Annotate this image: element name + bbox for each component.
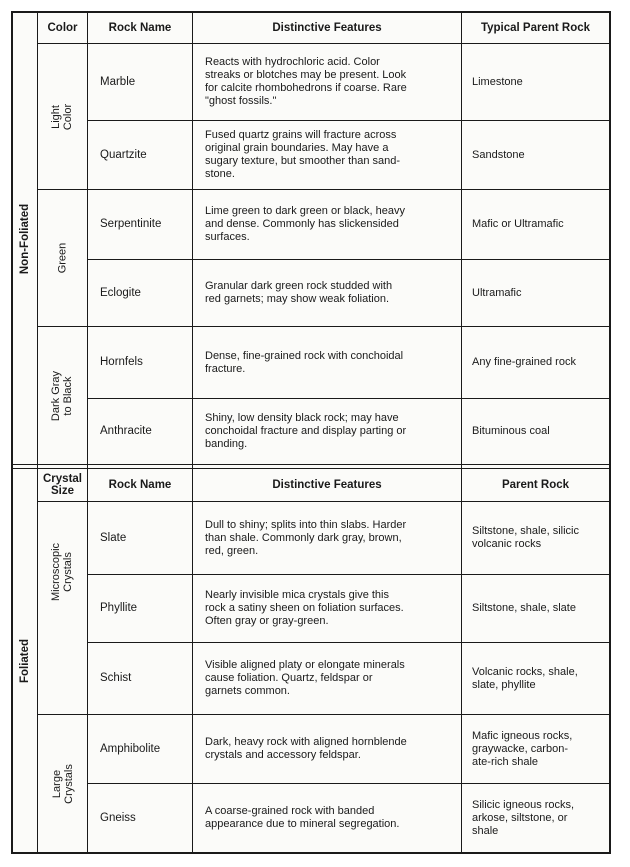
parent-hornfels: Any fine-grained rock — [472, 356, 576, 368]
features-schist: Visible aligned platy or elongate minerals cause foliation. Quartz, feldspar or garnets common. — [205, 659, 405, 697]
header-rock-name: Rock Name — [108, 21, 172, 34]
parent-serpentinite: Mafic or Ultramafic — [472, 218, 564, 230]
rock-name-marble: Marble — [100, 75, 136, 88]
group-label-dark-gray: Dark Gray to Black — [50, 370, 75, 421]
section-label-foliated: Foliated — [19, 638, 31, 683]
section-label-non-foliated: Non-Foliated — [19, 203, 31, 274]
parent-schist: Volcanic rocks, shale, slate, phyllite — [472, 665, 578, 691]
features-hornfels: Dense, fine-grained rock with conchoidal fracture. — [205, 349, 404, 375]
features-serpentinite: Lime green to dark green or black, heavy and dense. Commonly has slickensided surfaces. — [205, 205, 405, 243]
parent-gneiss: Silicic igneous rocks, arkose, siltstone, or shale — [472, 798, 575, 837]
section-separator — [13, 464, 609, 465]
parent-marble: Limestone — [472, 75, 523, 88]
header-color: Color — [47, 21, 78, 34]
features-gneiss: A coarse-grained rock with banded appearance due to mineral segregation. — [205, 805, 400, 830]
features-marble: Reacts with hydrochloric acid. Color streaks or blotches may be present. Look for calcite rhombohedrons if coarse. Rare "ghost fossils." — [205, 56, 407, 107]
parent-quartzite: Sandstone — [472, 148, 525, 161]
features-phyllite: Nearly invisible mica crystals give this rock a satiny sheen on foliation surfaces. Often gray or gray-green. — [205, 589, 404, 627]
rock-name-gneiss: Gneiss — [100, 811, 136, 824]
features-amphibolite: Dark, heavy rock with aligned hornblende crystals and accessory feldspar. — [205, 736, 407, 761]
features-anthracite: Shiny, low density black rock; may have conchoidal fracture and display parting or banding. — [205, 412, 407, 450]
features-quartzite: Fused quartz grains will fracture across original grain boundaries. May have a sugary texture, but smoother than sand- stone. — [205, 129, 401, 180]
rock-name-phyllite: Phyllite — [100, 602, 138, 614]
header-crystal-size: Crystal Size — [43, 473, 82, 497]
rock-name-slate: Slate — [100, 531, 127, 544]
rock-name-serpentinite: Serpentinite — [100, 218, 162, 230]
rock-name-eclogite: Eclogite — [100, 286, 141, 299]
group-label-light-color: Light Color — [50, 103, 75, 130]
parent-anthracite: Bituminous coal — [472, 425, 550, 437]
header-distinctive-features-foliated: Distinctive Features — [272, 478, 382, 491]
rock-name-amphibolite: Amphibolite — [100, 742, 161, 755]
group-label-microscopic-crystals: Microscopic Crystals — [50, 542, 75, 602]
parent-amphibolite: Mafic igneous rocks, graywacke, carbon- ate-rich shale — [472, 729, 573, 768]
features-eclogite: Granular dark green rock studded with red garnets; may show weak foliation. — [205, 280, 393, 305]
group-label-large-crystals: Large Crystals — [50, 763, 75, 804]
parent-eclogite: Ultramafic — [472, 286, 522, 299]
rock-name-quartzite: Quartzite — [100, 148, 147, 161]
parent-slate: Siltstone, shale, silicic volcanic rocks — [472, 525, 579, 550]
header-typical-parent-rock: Typical Parent Rock — [480, 21, 591, 34]
features-slate: Dull to shiny; splits into thin slabs. Harder than shale. Commonly dark gray, brown, red, green. — [205, 518, 407, 557]
rock-name-schist: Schist — [100, 672, 132, 684]
header-rock-name-foliated: Rock Name — [108, 478, 172, 491]
header-distinctive-features: Distinctive Features — [272, 21, 382, 34]
group-label-green: Green — [56, 242, 69, 274]
rock-name-anthracite: Anthracite — [100, 425, 152, 437]
header-parent-rock: Parent Rock — [501, 478, 570, 491]
rock-classification-table — [11, 11, 611, 854]
rock-name-hornfels: Hornfels — [100, 356, 143, 368]
parent-phyllite: Siltstone, shale, slate — [472, 602, 576, 614]
